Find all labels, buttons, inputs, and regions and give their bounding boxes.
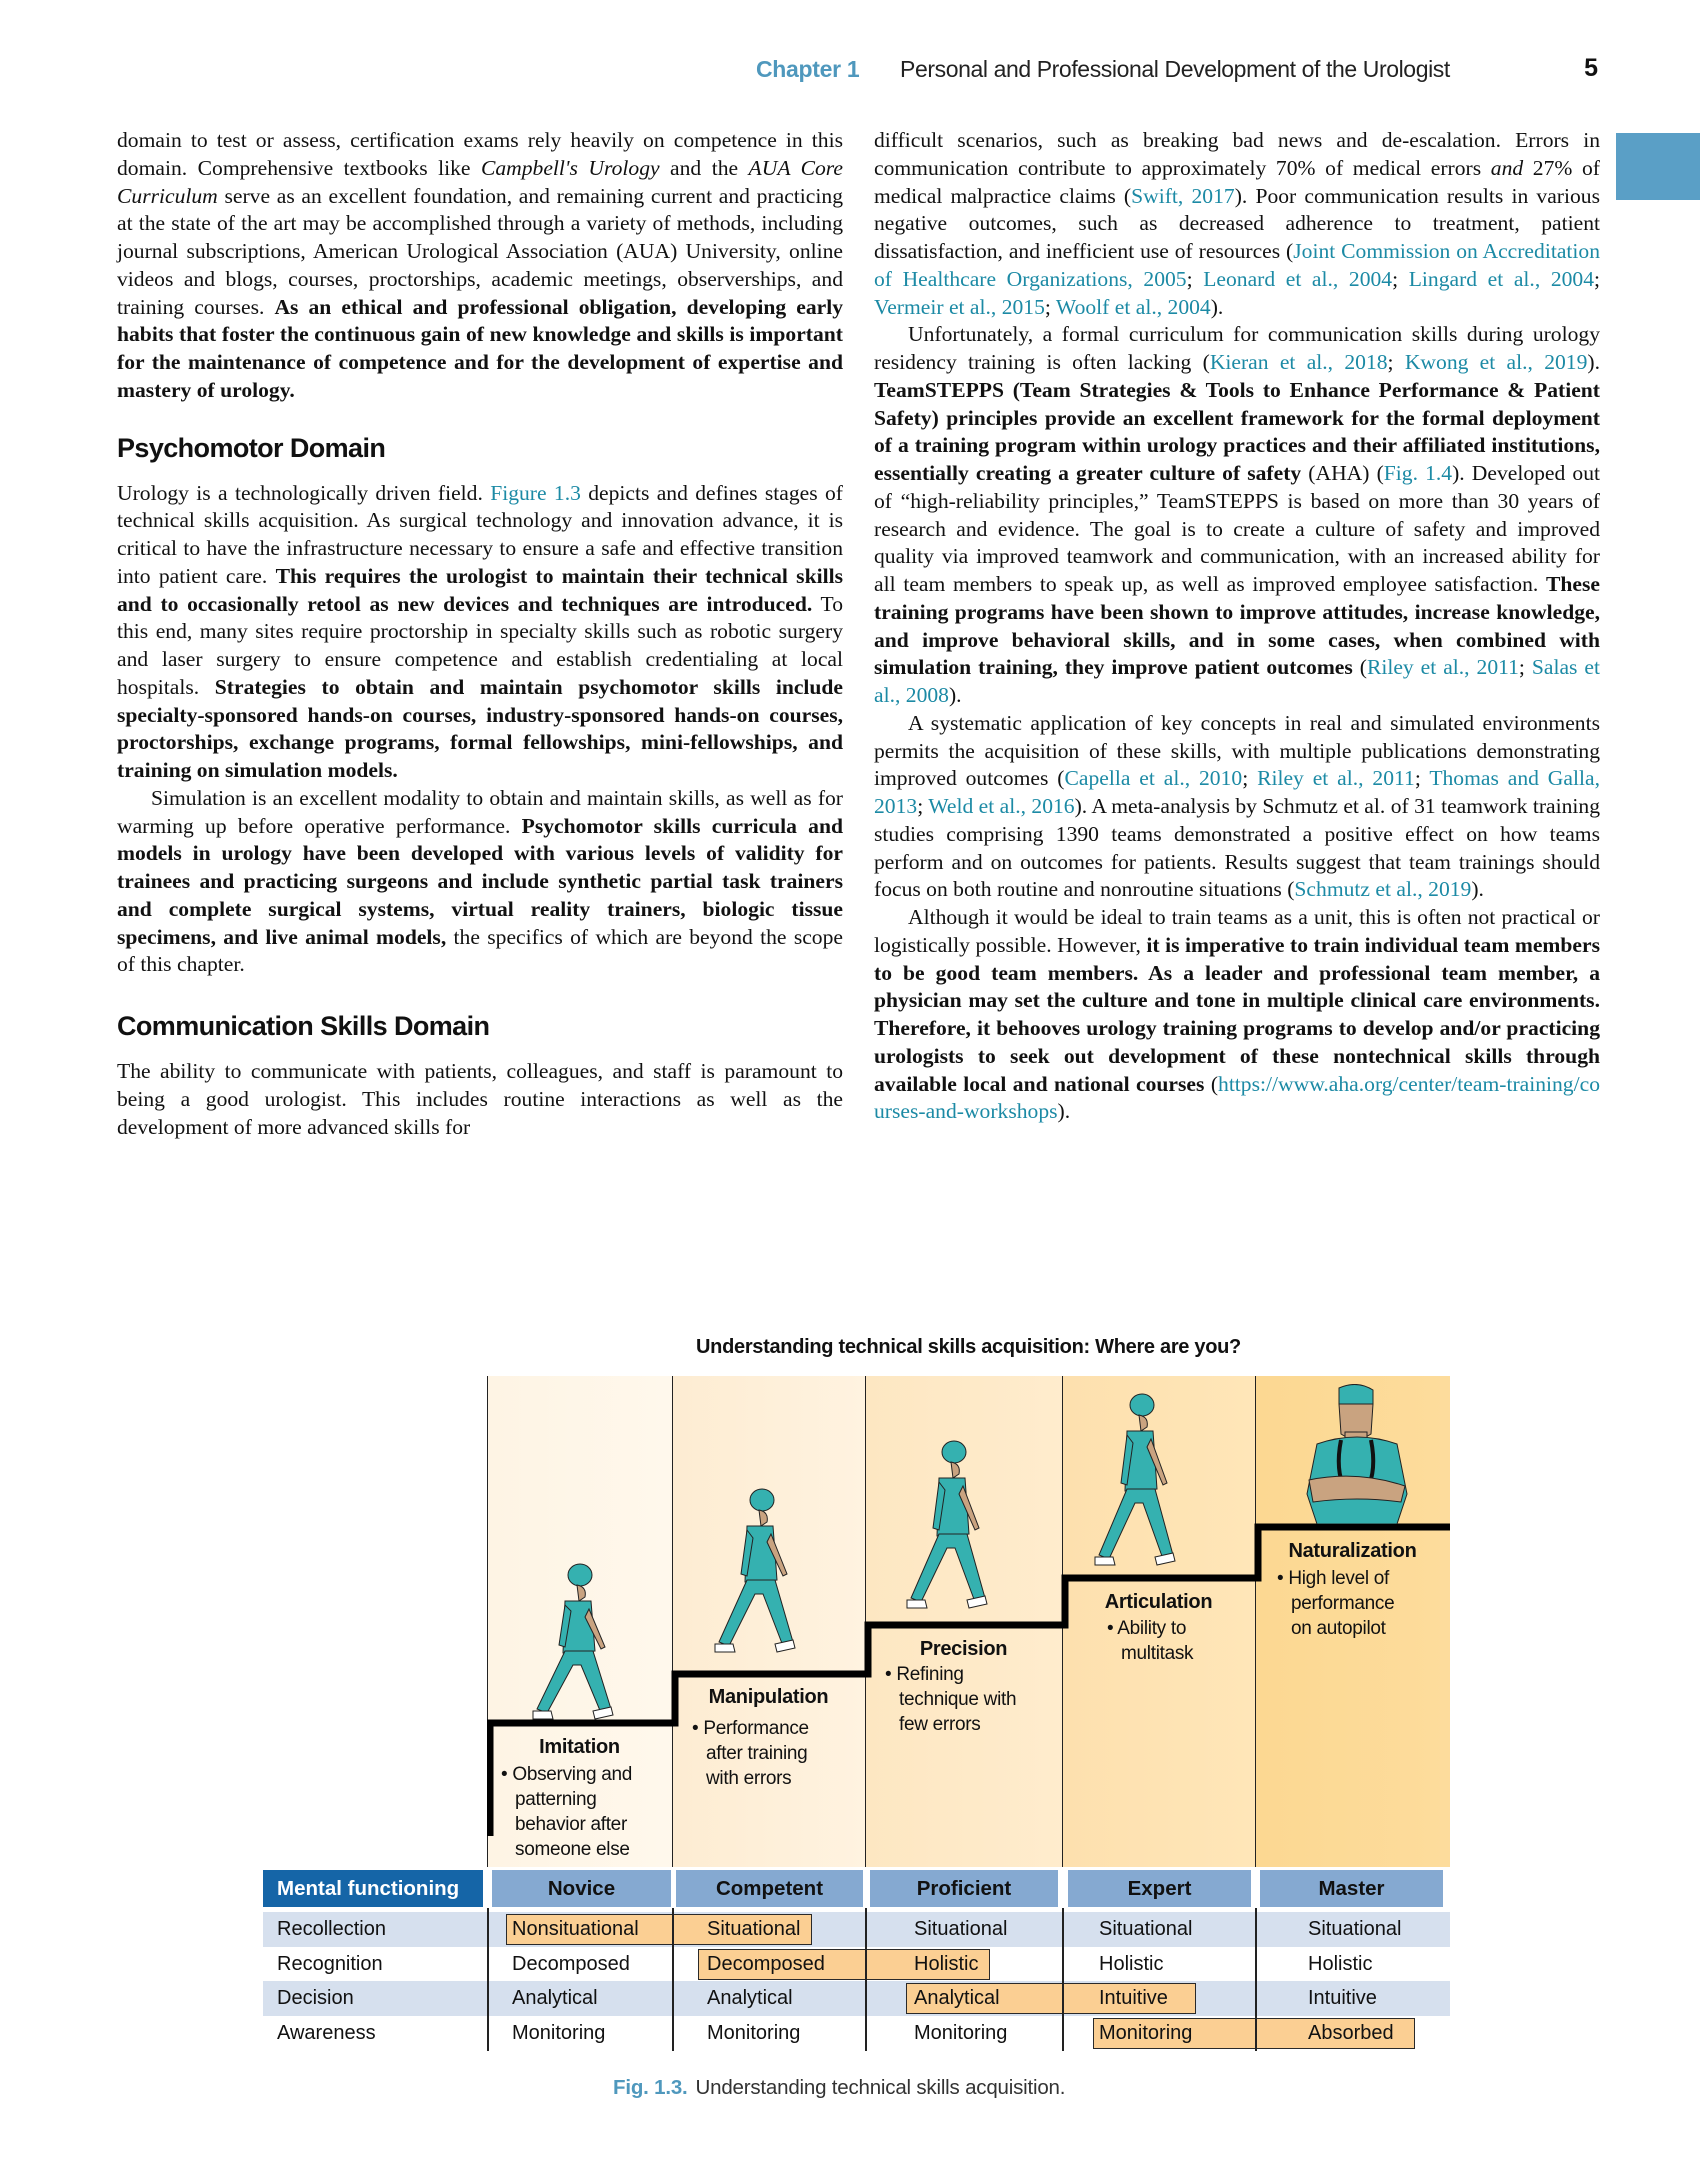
header-competent: Competent [676,1870,863,1907]
citation-link[interactable]: Joint Commission on Accreditation of Healthcare Organizations, 2005 [874,239,1600,291]
cell: Situational [914,1918,1008,1940]
paragraph: Although it would be ideal to train teams as a unit, this is often not practical or logistically possible. However, it is imperative to train individual team members to be good team members. As a leader and professional team member, a physician may set the culture and tone in multiple clinical care environments. Therefore, it behooves urology training programs to develop and/or practicing urologists to seek out development of these nontechnical skills through available local and national courses (https://www.aha.org/center/team-training/courses-and-workshops). [874,905,1600,1124]
stage-precision [865,1376,1062,1867]
row-label: Recognition [277,1953,383,1975]
citation-link[interactable]: Thomas and Galla, 2013 [874,766,1600,818]
stage-manipulation [672,1376,865,1867]
column-divider [1062,1908,1064,2051]
cell: Situational [1099,1918,1193,1940]
figure-link[interactable]: Figure 1.3 [490,480,581,505]
cell: Holistic [1099,1953,1164,1975]
header-novice: Novice [492,1870,671,1907]
paragraph: Urology is a technologically driven field. Figure 1.3 depicts and defines stages of technical skills acquisition. As surgical technology and innovation advance, it is critical to have the infrastructure necessary to ensure a safe and effective transition into patient care. This requires the urologist to maintain their technical skills and to occasionally retool as new devices and techniques are introduced. To this end, many sites require proctorship in specialty skills such as robotic surgery and laser surgery to ensure competence and establish credentialing at local hospitals. Strategies to obtain and maintain psychomotor skills include specialty-sponsored hands-on courses, industry-sponsored hands-on courses, proctorships, exchange programs, formal fellowships, mini-fellowships, and training on simulation models. [117,480,844,782]
row-label: Awareness [277,2022,376,2044]
chapter-label: Chapter 1 [756,56,860,82]
header-mental-functioning: Mental functioning [263,1870,483,1907]
stage-description: • High level of performance on autopilot [1277,1568,1395,1639]
citation-link[interactable]: Weld et al., 2016 [928,794,1075,818]
cell: Situational [707,1918,801,1940]
citation-link[interactable]: Capella et al., 2010 [1064,766,1243,791]
cell: Decomposed [707,1953,825,1975]
cell: Monitoring [914,2022,1008,2044]
citation-link[interactable]: Riley et al., 2011 [1366,655,1519,680]
citation-link[interactable]: Salas et al., 2008 [874,655,1600,707]
cell: Situational [1308,1918,1402,1940]
column-divider [487,1908,489,2051]
row-label: Decision [277,1987,354,2009]
cell: Holistic [914,1953,979,1975]
paragraph: Simulation is an excellent modality to obtain and maintain skills, as well as for warming up before operative performance. Psychomotor skills curricula and models in urology have been developed with various levels of validity for trainees and practicing surgeons and include synthetic partial task trainers and complete surgical systems, virtual reality trainers, biologic tissue specimens, and live animal models, the specifics of which are beyond the scope of this chapter. [117,785,843,977]
header-master: Master [1260,1870,1443,1907]
stage-naturalization [1255,1376,1450,1867]
figure-title: Understanding technical skills acquisition: Where are you? [696,1336,1241,1358]
stage-name: Naturalization [1288,1540,1417,1562]
cell: Absorbed [1308,2022,1394,2044]
stage-imitation [487,1376,672,1867]
citation-link[interactable]: Riley et al., 2011 [1257,766,1415,791]
paragraph: A systematic application of key concepts in real and simulated environments permits the acquisition of these skills, with multiple publications demonstrating improved outcomes (Capella et al., 2010; Riley et al., 2011; Thomas and Galla, 2013; Weld et al., 2016). A meta-analysis by Schmutz et al. of 31 teamwork training studies comprising 1390 teams demonstrated a positive effect on how teams perform and on outcomes for patients. Results suggest that team trainings should focus on both routine and nonroutine situations (Schmutz et al., 2019). [874,710,1600,902]
column-divider [865,1908,867,2051]
row-label: Recollection [277,1918,386,1940]
paragraph: domain to test or assess, certification exams rely heavily on competence in this domain. Comprehensive textbooks like Campbell's Urology and the AUA Core Curriculum serve as an excellent foundation, and remaining current and practicing at the state of the art may be accomplished through a variety of methods, including journal subscriptions, American Urological Association (AUA) University, online videos and blogs, courses, proctorships, academic meetings, observerships, and training courses. As an ethical and professional obligation, developing early habits that foster the continuous gain of new knowledge and skills is important for the maintenance of competence and for the development of expertise and mastery of urology. [117,128,843,402]
paragraph: difficult scenarios, such as breaking bad news and de-escalation. Errors in communication contribute to approximately 70% of medical errors and 27% of medical malpractice claims (Swift, 2017). Poor communication results in various negative outcomes, such as decreased adherence to treatment, patient dissatisfaction, and inefficient use of resources (Joint Commission on Accreditation of Healthcare Organizations, 2005; Leonard et al., 2004; Lingard et al., 2004; Vermeir et al., 2015; Woolf et al., 2004). [874,128,1601,319]
stage-articulation [1062,1376,1255,1867]
table-header-row [263,1867,1450,1908]
cell: Monitoring [707,2022,801,2044]
citation-link[interactable]: Vermeir et al., 2015 [874,294,1045,319]
cell: Intuitive [1308,1987,1377,2009]
cell: Holistic [1308,1953,1373,1975]
cell: Monitoring [1099,2022,1193,2044]
left-column [117,127,843,1141]
header-expert: Expert [1068,1870,1251,1907]
right-column [874,127,1600,1126]
citation-link[interactable]: Kwong et al., 2019 [1404,350,1588,374]
stage-description: • Ability to multitask [1107,1618,1194,1664]
citation-link[interactable]: Schmutz et al., 2019 [1294,877,1472,902]
citation-link[interactable]: Lingard et al., 2004 [1408,266,1595,291]
url-link[interactable]: https://www.aha.org/center/team-training/courses-and-workshops [874,1071,1600,1124]
cell: Nonsituational [512,1918,639,1940]
paragraph: The ability to communicate with patients, colleagues, and staff is paramount to being a good urologist. This includes routine interactions as well as the development of more advanced skills for [117,1059,843,1139]
citation-link[interactable]: Swift, 2017 [1131,183,1235,208]
figure-caption [613,2076,1065,2100]
section-heading-psychomotor: Psychomotor Domain [117,432,386,463]
stage-name: Manipulation [708,1686,829,1708]
running-head [740,52,1610,88]
header-proficient: Proficient [870,1870,1058,1907]
cell: Analytical [512,1987,598,2009]
cell: Decomposed [512,1953,630,1975]
skills-staircase-panel [487,1376,1450,1867]
citation-link[interactable]: Leonard et al., 2004 [1203,266,1393,291]
paragraph: Unfortunately, a formal curriculum for communication skills during urology residency training is often lacking (Kieran et al., 2018; Kwong et al., 2019). TeamSTEPPS (Team Strategies & Tools to Enhance Performance & Patient Safety) principles provide an excellent framework for the formal deployment of a training program within urology practices and their affiliated institutions, essentially creating a greater culture of safety (AHA) (Fig. 1.4). Developed out of “high-reliability principles,” TeamSTEPPS is based on more than 30 years of research and evidence. The goal is to create a culture of safety and improved quality via improved teamwork and communication, with an increased ability for all team members to speak up, as well as improved employee satisfaction. These training programs have been shown to improve attitudes, increase knowledge, and improve behavioral skills, and in some cases, when combined with simulation training, they improve patient outcomes (Riley et al., 2011; Salas et al., 2008). [874,322,1600,707]
figure-link[interactable]: Fig. 1.4 [1383,461,1453,485]
cell: Monitoring [512,2022,606,2044]
figure-label: Fig. 1.3. [613,2076,688,2099]
stage-description: • Observing and patterning behavior after someone else [501,1764,633,1860]
chapter-title: Personal and Professional Development of the Urologist [900,56,1450,82]
stage-description: • Refining technique with few errors [885,1664,1017,1735]
stage-name: Precision [919,1638,1008,1660]
cell: Intuitive [1099,1987,1168,2009]
cell: Analytical [914,1987,1000,2009]
table-row-recollection [263,1912,1450,1947]
cell: Analytical [707,1987,793,2009]
stage-name: Imitation [539,1736,620,1758]
stage-name: Articulation [1104,1591,1213,1613]
citation-link[interactable]: Woolf et al., 2004 [1055,294,1211,319]
column-divider [1255,1908,1257,2051]
caption-text: Understanding technical skills acquisition. [695,2076,1066,2099]
page-number: 5 [1584,54,1598,82]
citation-link[interactable]: Kieran et al., 2018 [1209,350,1388,374]
section-heading-communication: Communication Skills Domain [117,1011,490,1041]
stage-description: • Performance after training with errors [692,1718,809,1789]
table-row-decision [263,1981,1450,2016]
chapter-thumb-tab [1616,133,1700,200]
column-divider [672,1908,674,2051]
